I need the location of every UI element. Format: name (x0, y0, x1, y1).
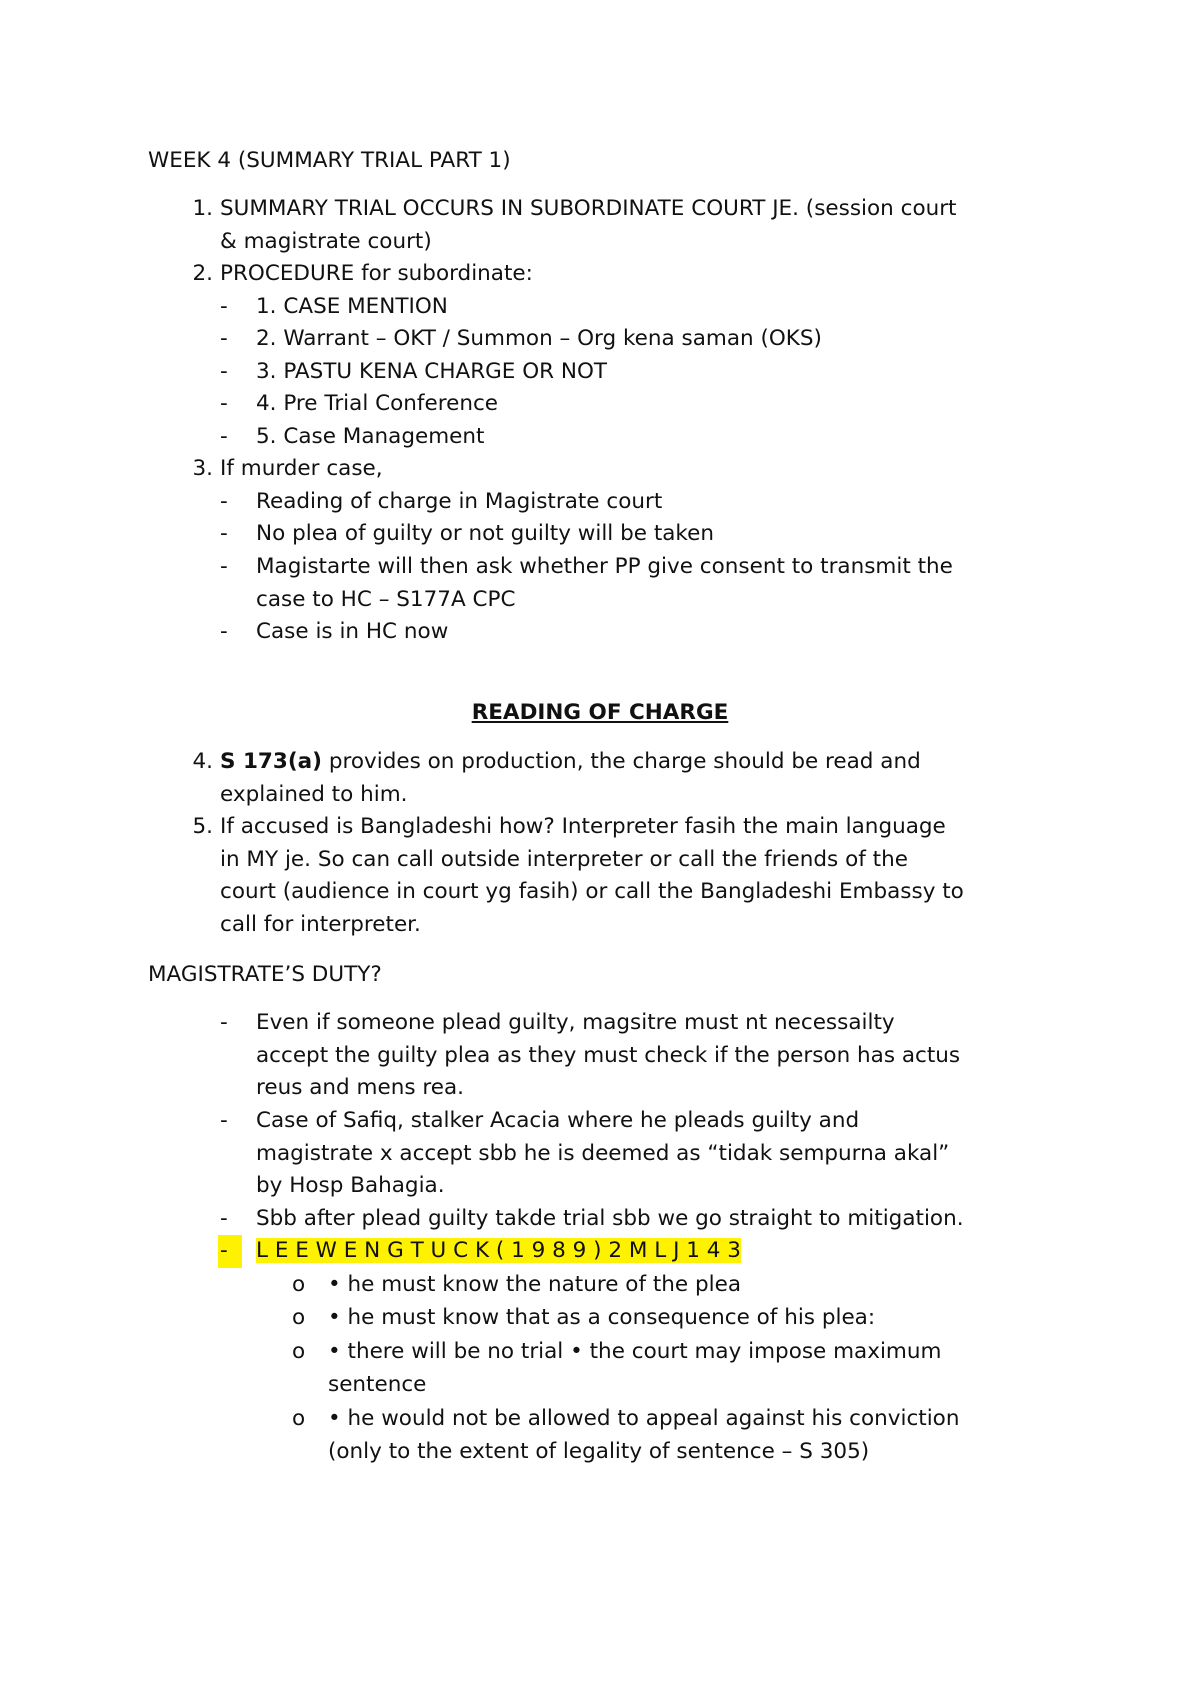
text-line: in MY je. So can call outside interpreter or call the friends of the (220, 846, 908, 872)
list-number: 1. (192, 196, 213, 221)
list-number: 3. (192, 456, 213, 481)
dash-bullet: - (220, 1010, 228, 1035)
dash-bullet: - (218, 1235, 242, 1268)
text-line: & magistrate court) (220, 228, 432, 254)
circle-bullet: o (292, 1305, 306, 1330)
text-line: sentence (328, 1371, 427, 1397)
document-title: WEEK 4 (SUMMARY TRIAL PART 1) (148, 148, 511, 173)
text-line: by Hosp Bahagia. (256, 1173, 445, 1198)
list-item-text (220, 746, 1070, 811)
case-subitem: • he must know the nature of the plea (328, 1272, 741, 1297)
list-item-text: If murder case, (220, 456, 383, 481)
case-subitem (328, 1336, 1088, 1401)
murder-item: Reading of charge in Magistrate court (256, 489, 663, 514)
procedure-item: 1. CASE MENTION (256, 294, 448, 319)
text-line: call for interpreter. (220, 911, 421, 937)
dash-bullet: - (220, 294, 228, 319)
text-line: magistrate x accept sbb he is deemed as “tidak sempurna akal” (256, 1140, 950, 1166)
murder-item: No plea of guilty or not guilty will be taken (256, 521, 714, 546)
dash-bullet: - (220, 1108, 228, 1133)
dash-bullet: - (220, 521, 228, 546)
list-item-text (220, 193, 1070, 258)
dash-bullet: - (220, 554, 228, 579)
dash-bullet: - (220, 359, 228, 384)
dash-bullet: - (220, 1206, 228, 1231)
text-line: court (audience in court yg fasih) or call the Bangladeshi Embassy to (220, 879, 964, 904)
list-item-text (220, 811, 1070, 941)
dash-bullet: - (220, 619, 228, 644)
duty-item: Sbb after plead guilty takde trial sbb we go straight to mitigation. (256, 1206, 964, 1231)
text-line: (only to the extent of legality of sentence – S 305) (328, 1438, 870, 1464)
text-line: reus and mens rea. (256, 1075, 464, 1100)
procedure-item: 4. Pre Trial Conference (256, 391, 498, 416)
text-line: SUMMARY TRIAL OCCURS IN SUBORDINATE COURT JE. (session court (220, 196, 957, 221)
murder-item (256, 551, 1076, 616)
text-line: • there will be no trial • the court may impose maximum (328, 1339, 942, 1364)
murder-item: Case is in HC now (256, 619, 449, 644)
circle-bullet: o (292, 1406, 306, 1431)
duty-item (256, 1007, 1076, 1105)
list-item-text: PROCEDURE for subordinate: (220, 261, 533, 286)
list-number: 2. (192, 261, 213, 286)
case-citation: L E E W E N G T U C K ( 1 9 8 9 ) 2 M L J 1 4 3 (256, 1238, 741, 1263)
circle-bullet: o (292, 1272, 306, 1297)
procedure-item: 2. Warrant – OKT / Summon – Org kena saman (OKS) (256, 326, 822, 351)
case-citation-line (256, 1235, 1076, 1268)
dash-bullet: - (220, 391, 228, 416)
dash-bullet: - (220, 326, 228, 351)
text-line: explained to him. (220, 781, 408, 807)
duty-item (256, 1105, 1076, 1203)
list-number: 4. (192, 749, 213, 774)
duty-heading: MAGISTRATE’S DUTY? (148, 962, 382, 987)
section-heading: READING OF CHARGE (471, 700, 729, 725)
list-number: 5. (192, 814, 213, 839)
text-span: provides on production, the charge should be read and (322, 749, 921, 774)
case-subitem (328, 1403, 1088, 1468)
text-line: • he would not be allowed to appeal against his conviction (328, 1406, 960, 1431)
text-line: case to HC – S177A CPC (256, 586, 516, 612)
text-line: Even if someone plead guilty, magsitre must nt necessailty (256, 1010, 895, 1035)
dash-bullet: - (220, 489, 228, 514)
dash-bullet: - (220, 424, 228, 449)
section-reference: S 173(a) (220, 749, 323, 774)
text-line: Case of Safiq, stalker Acacia where he pleads guilty and (256, 1108, 860, 1133)
procedure-item: 5. Case Management (256, 424, 485, 449)
text-line (220, 746, 1070, 779)
case-subitem: • he must know that as a consequence of his plea: (328, 1305, 876, 1330)
text-line: Magistarte will then ask whether PP give consent to transmit the (256, 554, 953, 579)
circle-bullet: o (292, 1339, 306, 1364)
text-line: accept the guilty plea as they must check if the person has actus (256, 1042, 961, 1068)
procedure-item: 3. PASTU KENA CHARGE OR NOT (256, 359, 608, 384)
text-line: If accused is Bangladeshi how? Interpreter fasih the main language (220, 814, 946, 839)
